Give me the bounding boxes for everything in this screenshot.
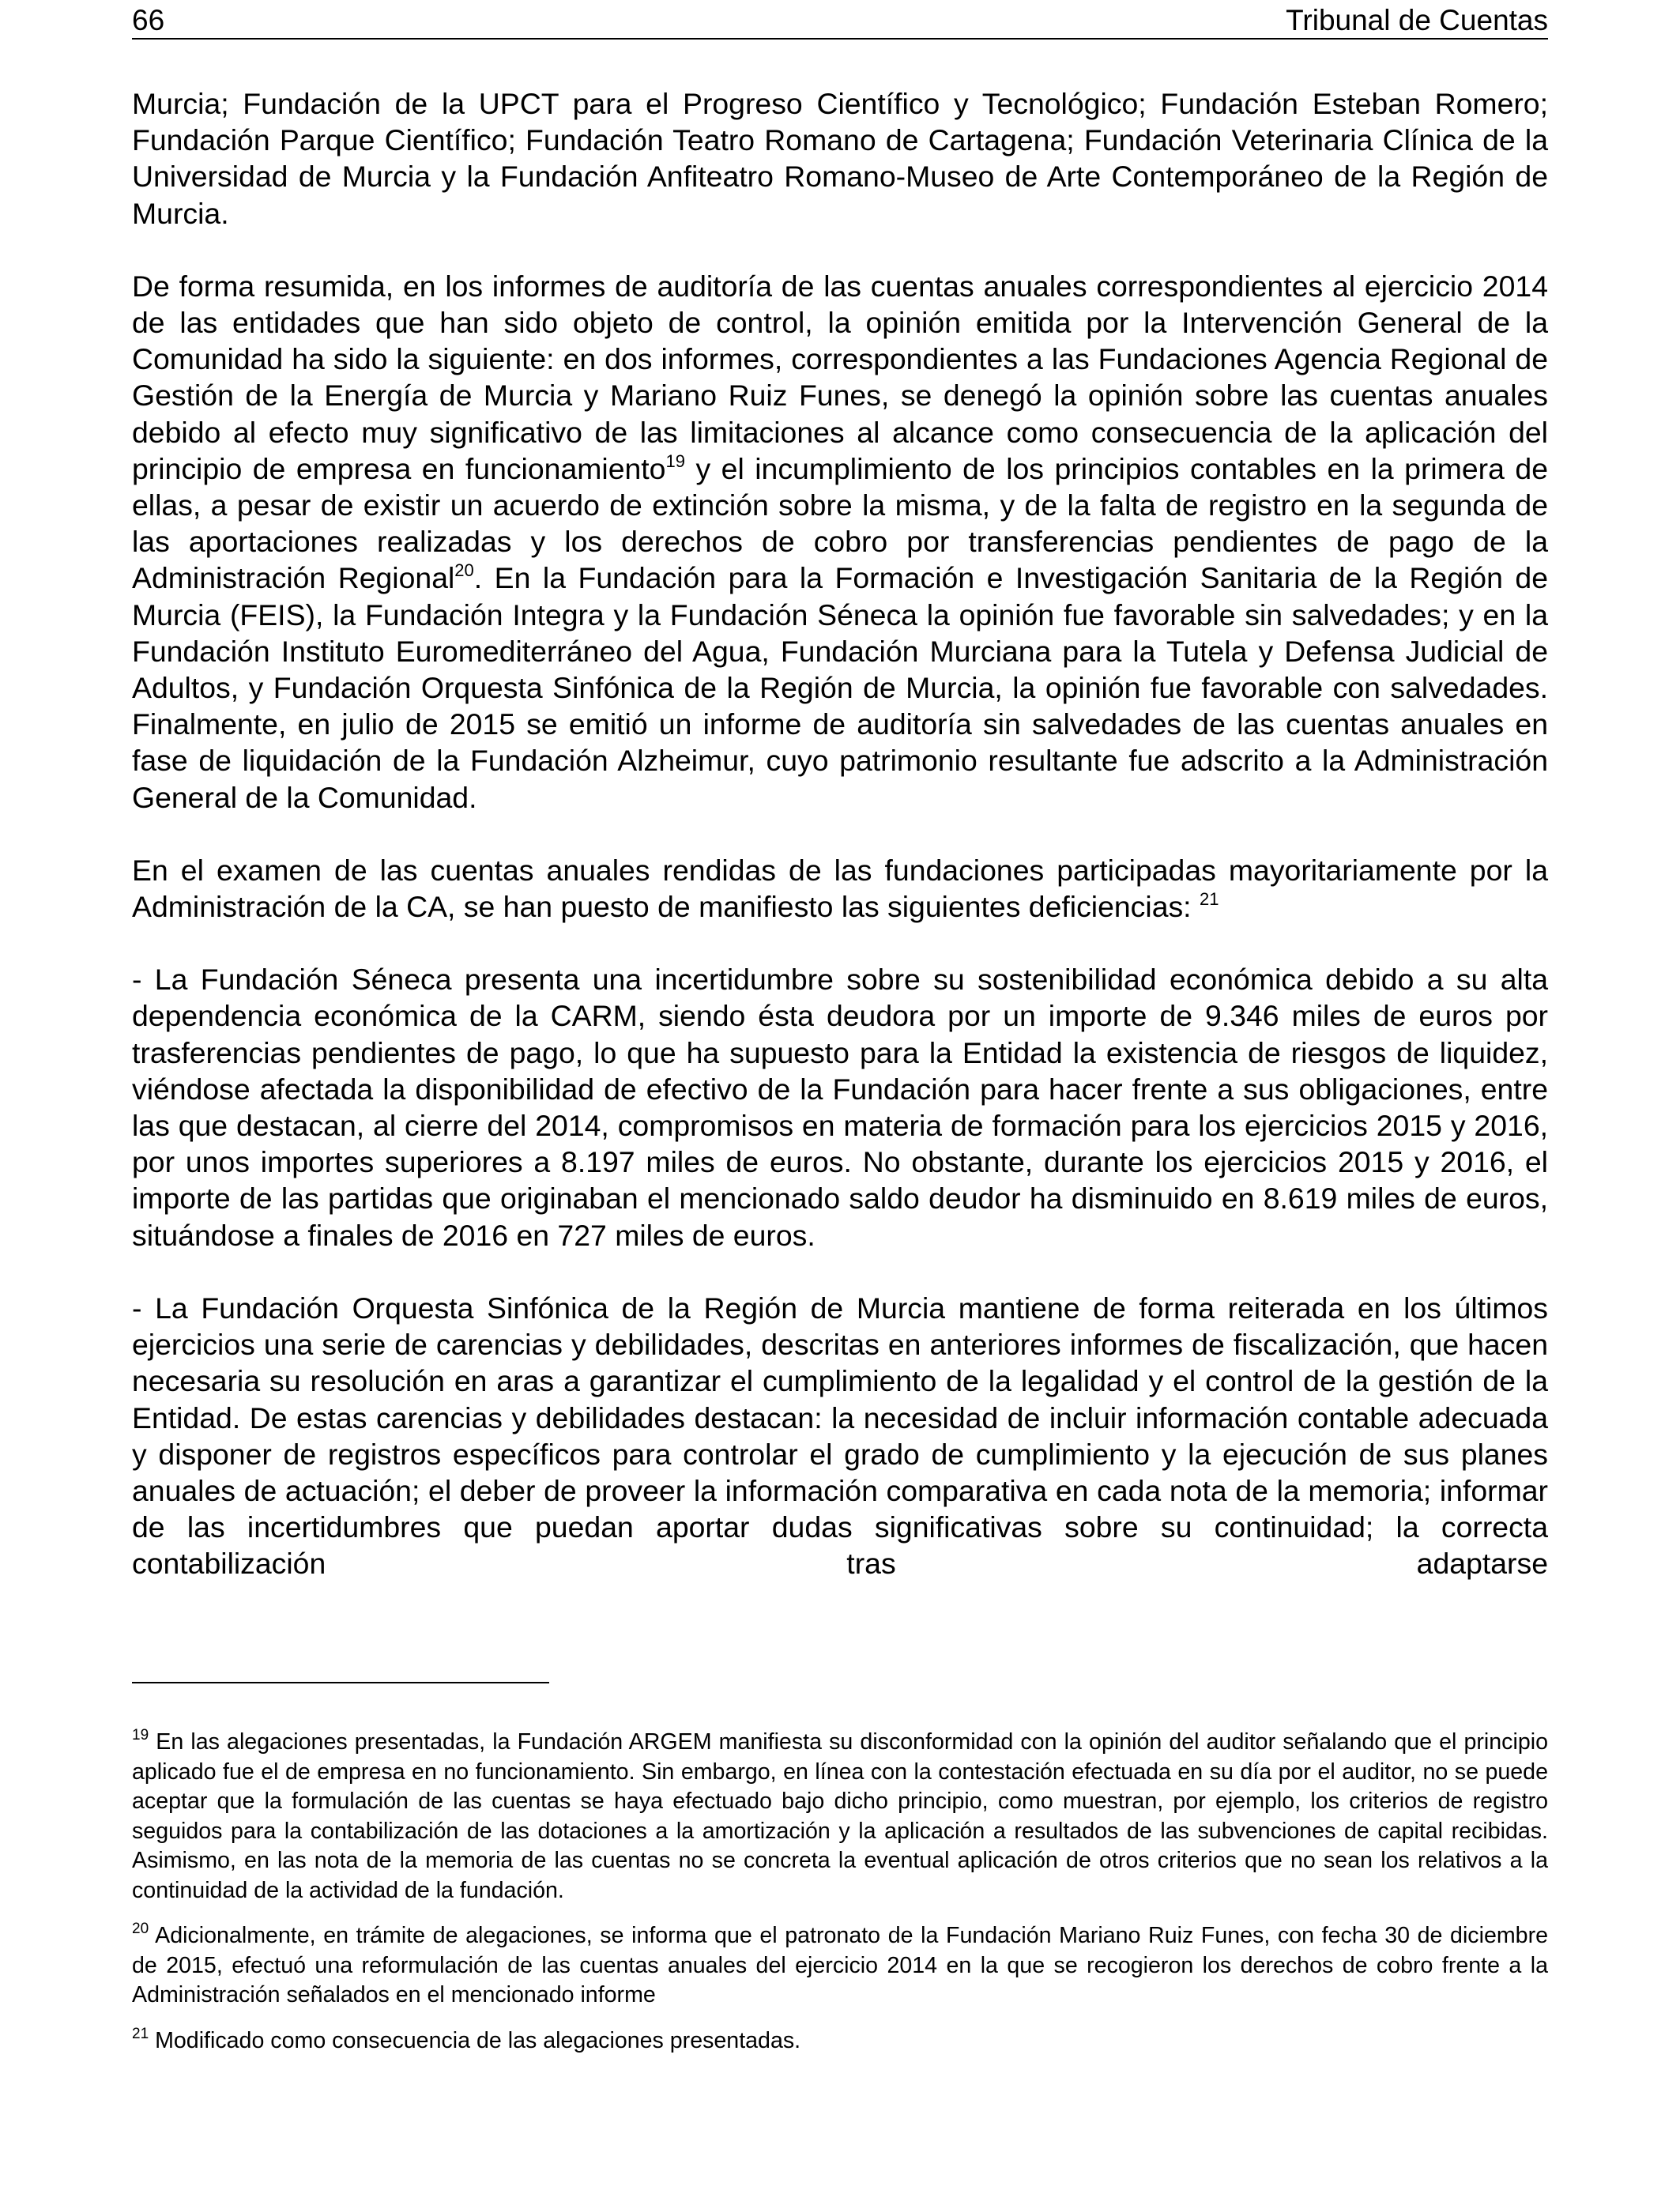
footnote-21 [132, 2026, 1548, 2056]
page-header [132, 3, 1548, 40]
paragraph-2 [132, 268, 1548, 816]
paragraph-3-text: En el examen de las cuentas anuales rendidas de las fundaciones participadas mayoritariamente por la Administración de la CA, se han puesto de manifiesto las siguientes deficiencias: [132, 853, 1548, 924]
paragraph-3 [132, 852, 1548, 925]
paragraph-1 [132, 85, 1548, 232]
paragraph-1-text: Murcia; Fundación de la UPCT para el Progreso Científico y Tecnológico; Fundación Esteban Romero; Fundación Parque Científico; Fundación Teatro Romano de Cartagena; Fundación Veterinaria Clínica de la Universidad de Murcia y la Fundación Anfiteatro Romano-Museo de Arte Contemporáneo de la Región de Murcia. [132, 87, 1548, 230]
running-title: Tribunal de Cuentas [1286, 4, 1548, 36]
footnote-20-number: 20 [132, 1921, 149, 1937]
page-number: 66 [132, 4, 165, 36]
footnote-21-text: Modificado como consecuencia de las alegaciones presentadas. [149, 2027, 801, 2053]
footnote-ref-20[interactable]: 20 [454, 560, 474, 581]
footnote-20 [132, 1921, 1548, 2011]
paragraph-4 [132, 961, 1548, 1253]
footnote-ref-21[interactable]: 21 [1199, 889, 1219, 910]
paragraph-2-text-b: y el incumplimiento de los principios contables en la primera de ellas, a pesar de existir un acuerdo de extinción sobre la misma, y de la falta de registro en la segunda de las aportaciones realizadas y los derechos de cobro por transferencias pendientes de pago de la Administración Regional [132, 451, 1549, 595]
footnote-20-text: Adicionalmente, en trámite de alegaciones, se informa que el patronato de la Fundación Mariano Ruiz Funes, con fecha 30 de diciembre de 2015, efectuó una reformulación de las cuentas anuales del ejercicio 2014 en la que se recogieron los derechos de cobro frente a la Administración señalados en el mencionado informe [132, 1923, 1548, 2007]
paragraph-4-text: - La Fundación Séneca presenta una incertidumbre sobre su sostenibilidad económica debido a su alta dependencia económica de la CARM, siendo ésta deudora por un importe de 9.346 miles de euros por trasferencias pendientes de pago, lo que ha supuesto para la Entidad la existencia de riesgos de liquidez, viéndose afectada la disponibilidad de efectivo de la Fundación para hacer frente a sus obligaciones, entre las que destacan, al cierre del 2014, compromisos en materia de formación para los ejercicios 2015 y 2016, por unos importes superiores a 8.197 miles de euros. No obstante, durante los ejercicios 2015 y 2016, el importe de las partidas que originaban el mencionado saldo deudor ha disminuido en 8.619 miles de euros, situándose a finales de 2016 en 727 miles de euros. [132, 963, 1548, 1252]
footnote-19-number: 19 [132, 1727, 149, 1744]
footnote-ref-19[interactable]: 19 [665, 450, 685, 471]
footnotes [132, 1728, 1548, 2071]
body-text [132, 85, 1548, 1582]
paragraph-2-text-c: . En la Fundación para la Formación e Investigación Sanitaria de la Región de Murcia (FEIS), la Fundación Integra y la Fundación Séneca la opinión fue favorable sin salvedades; y en la Fundación Instituto Euromediterráneo del Agua, Fundación Murciana para la Tutela y Defensa Judicial de Adultos, y Fundación Orquesta Sinfónica de la Región de Murcia, la opinión fue favorable con salvedades. Finalmente, en julio de 2015 se emitió un informe de auditoría sin salvedades de las cuentas anuales en fase de liquidación de la Fundación Alzheimur, cuyo patrimonio resultante fue adscrito a la Administración General de la Comunidad. [132, 561, 1548, 814]
footnote-separator [132, 1682, 549, 1683]
footnote-19 [132, 1728, 1548, 1906]
paragraph-5-text: - La Fundación Orquesta Sinfónica de la Región de Murcia mantiene de forma reiterada en los últimos ejercicios una serie de carencias y debilidades, descritas en anteriores informes de fiscalización, que hacen necesaria su resolución en aras a garantizar el cumplimiento de la legalidad y el control de la gestión de la Entidad. De estas carencias y debilidades destacan: la necesidad de incluir información contable adecuada y disponer de registros específicos para controlar el grado de cumplimiento y la ejecución de sus planes anuales de actuación; el deber de proveer la información comparativa en cada nota de la memoria; informar de las incertidumbres que puedan aportar dudas significativas sobre su continuidad; la correcta contabilización tras adaptarse [132, 1291, 1548, 1581]
footnote-19-text: En las alegaciones presentadas, la Fundación ARGEM manifiesta su disconformidad con la opinión del auditor señalando que el principio aplicado fue el de empresa en no funcionamiento. Sin embargo, en línea con la contestación efectuada en su día por el auditor, no se puede aceptar que la formulación de las cuentas se haya efectuado bajo dicho principio, como muestran, por ejemplo, los criterios de registro seguidos para la contabilización de las dotaciones a la amortización y la aplicación a resultados de las subvenciones de capital recibidas. Asimismo, en las nota de la memoria de las cuentas no se concreta la eventual aplicación de otros criterios que no sean los relativos a la continuidad de la actividad de la fundación. [132, 1729, 1548, 1903]
paragraph-5 [132, 1290, 1548, 1582]
footnote-21-number: 21 [132, 2025, 149, 2042]
paragraph-2-text-a: De forma resumida, en los informes de auditoría de las cuentas anuales correspondientes al ejercicio 2014 de las entidades que han sido objeto de control, la opinión emitida por la Intervención General de la Comunidad ha sido la siguiente: en dos informes, correspondientes a las Fundaciones Agencia Regional de Gestión de la Energía de Murcia y Mariano Ruiz Funes, se denegó la opinión sobre las cuentas anuales debido al efecto muy significativo de las limitaciones al alcance como consecuencia de la aplicación del principio de empresa en funcionamiento [132, 269, 1548, 485]
